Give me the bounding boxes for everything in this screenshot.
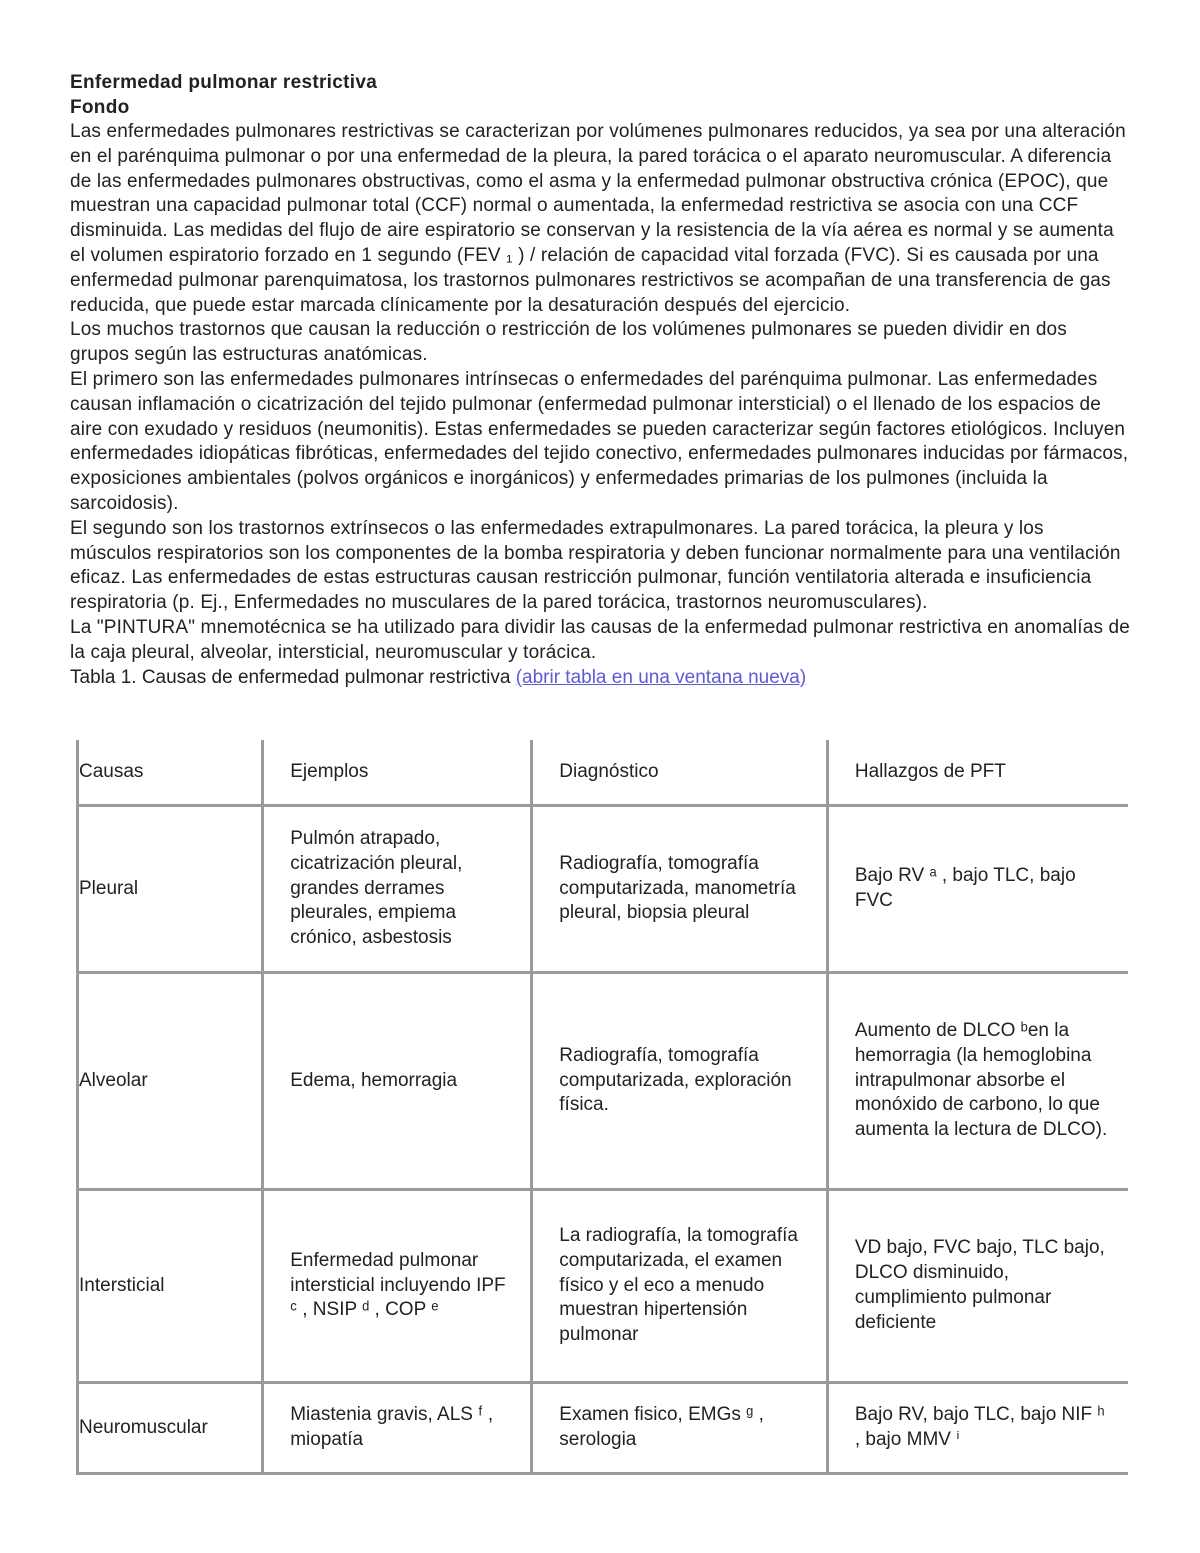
cell-pft: Bajo RV ᵃ , bajo TLC, bajo FVC [827,806,1128,973]
table-row [78,1190,1129,1383]
paragraph: Las enfermedades pulmonares restrictivas se caracterizan por volúmenes pulmonares reducidos, ya sea por una alteración en el parénquima pulmonar o por una enfermedad de la pleura, la pared torácica o el aparato neuromuscular. A diferencia de las enfermedades pulmonares obstructivas, como el asma y la enfermedad pulmonar obstructiva crónica (EPOC), que muestran una capacidad pulmonar total (CCF) normal o aumentada, la enfermedad restrictiva se asocia con una CCF disminuida. Las medidas del flujo de aire espiratorio se conservan y la resistencia de la vía aérea es normal y se aumenta el volumen espiratorio forzado en 1 segundo (FEV ₁ ) / relación de capacidad vital forzada (FVC). Si es causada por una enfermedad pulmonar parenquimatosa, los trastornos pulmonares restrictivos se acompañan de una transferencia de gas reducida, que puede estar marcada clínicamente por la desaturación después del ejercicio. [70,121,1126,316]
paragraph: La "PINTURA" mnemotécnica se ha utilizado para dividir las causas de la enfermedad pulmonar restrictiva en anomalías de la caja pleural, alveolar, intersticial, neuromuscular y torácica. [70,616,1130,663]
cell-cause: Neuromuscular [78,1383,263,1474]
header-causas: Causas [78,740,263,806]
open-table-link[interactable]: (abrir tabla en una ventana nueva) [515,666,807,688]
cell-cause: Pleural [78,806,263,973]
table-row [78,1383,1129,1474]
table-caption-text: Tabla 1. Causas de enfermedad pulmonar restrictiva [70,666,511,688]
cell-pft: VD bajo, FVC bajo, TLC bajo, DLCO disminuido, cumplimiento pulmonar deficiente [827,1190,1128,1383]
cell-diagnosis: Radiografía, tomografía computarizada, manometría pleural, biopsia pleural [532,806,828,973]
header-diagnostico: Diagnóstico [532,740,828,806]
cell-diagnosis: Examen fisico, EMGs ᵍ , serologia [532,1383,828,1474]
table-header-row [78,740,1129,806]
cell-examples: Edema, hemorragia [263,973,532,1190]
table-caption [70,666,1130,690]
cell-examples: Enfermedad pulmonar intersticial incluyendo IPF ᶜ , NSIP ᵈ , COP ᵉ [263,1190,532,1383]
cell-cause: Alveolar [78,973,263,1190]
paragraph: El primero son las enfermedades pulmonares intrínsecas o enfermedades del parénquima pulmonar. Las enfermedades causan inflamación o cicatrización del tejido pulmonar (enfermedad pulmonar intersticial) o el llenado de los espacios de aire con exudado y residuos (neumonitis). Estas enfermedades se pueden caracterizar según factores etiológicos. Incluyen enfermedades idiopáticas fibróticas, enfermedades del tejido conectivo, enfermedades pulmonares inducidas por fármacos, exposiciones ambientales (polvos orgánicos e inorgánicos) y enfermedades primarias de los pulmones (incluida la sarcoidosis). [70,368,1129,514]
causes-table [76,740,1128,1475]
cell-cause: Intersticial [78,1190,263,1383]
paragraph: Los muchos trastornos que causan la reducción o restricción de los volúmenes pulmonares se pueden dividir en dos grupos según las estructuras anatómicas. [70,319,1067,366]
cell-pft: Bajo RV, bajo TLC, bajo NIF ʰ , bajo MMV ⁱ [827,1383,1128,1474]
document-title: Enfermedad pulmonar restrictiva [70,72,378,93]
table-row [78,973,1129,1190]
cell-pft: Aumento de DLCO ᵇen la hemorragia (la hemoglobina intrapulmonar absorbe el monóxido de carbono, lo que aumenta la lectura de DLCO). [827,973,1128,1190]
cell-diagnosis: Radiografía, tomografía computarizada, exploración física. [532,973,828,1190]
cell-examples: Pulmón atrapado, cicatrización pleural, grandes derrames pleurales, empiema crónico, asbestosis [263,806,532,973]
header-hallazgos: Hallazgos de PFT [827,740,1128,806]
cell-examples: Miastenia gravis, ALS ᶠ , miopatía [263,1383,532,1474]
section-heading: Fondo [70,97,130,118]
paragraph: El segundo son los trastornos extrínsecos o las enfermedades extrapulmonares. La pared torácica, la pleura y los músculos respiratorios son los componentes de la bomba respiratoria y deben funcionar normalmente para una ventilación eficaz. Las enfermedades de estas estructuras causan restricción pulmonar, función ventilatoria alterada e insuficiencia respiratoria (p. Ej., Enfermedades no musculares de la pared torácica, trastornos neuromusculares). [70,517,1121,614]
cell-diagnosis: La radiografía, la tomografía computarizada, el examen físico y el eco a menudo muestran hipertensión pulmonar [532,1190,828,1383]
table-row [78,806,1129,973]
document-body [70,70,1130,690]
header-ejemplos: Ejemplos [263,740,532,806]
